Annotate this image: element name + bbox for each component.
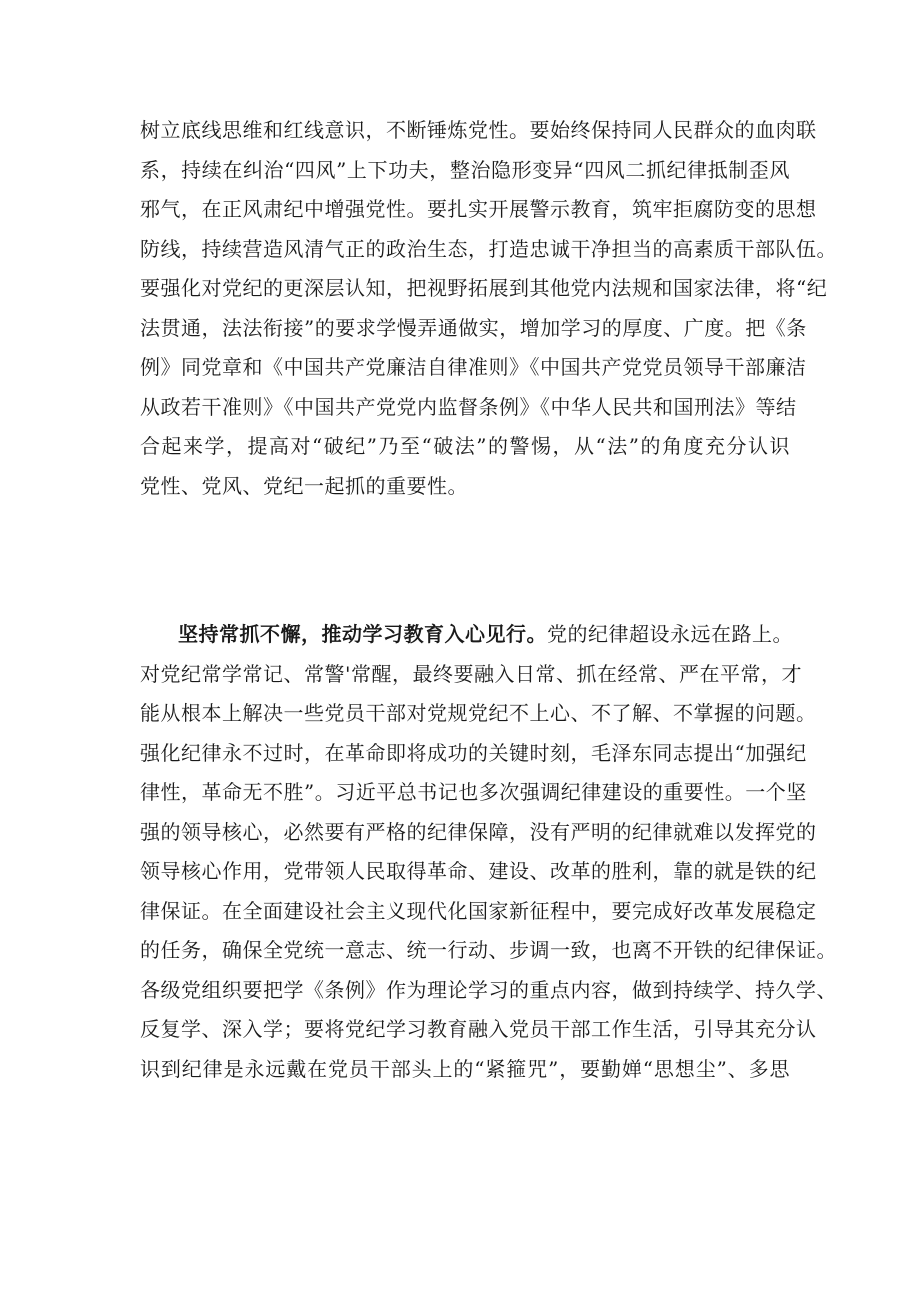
paragraph-2-line-rest: 党的纪律超设永远在路上。 — [547, 622, 793, 646]
paragraph-2-line: 的任务，确保全党统一意志、统一行动、步调一致，也离不开铁的纪律保证。 — [140, 938, 837, 962]
paragraph-2-line: 识到纪律是永远戴在党员干部头上的“紧箍咒”，要勤婵“思想尘”、多思 — [140, 1056, 790, 1081]
paragraph-2-first-line — [140, 615, 793, 655]
paragraph-2-line: 对党纪常学常记、常警'常醒，最终要融入日常、抓在经常、严在平常，才 — [140, 661, 802, 686]
paragraph-2-line: 能从根本上解决一些党员干部对党规党纪不上心、不了解、不掌握的问题。 — [140, 701, 817, 725]
paragraph-1-line: 从政若干准则》《中国共产党党内监督条例》《中华人民共和国刑法》等结 — [140, 394, 797, 419]
paragraph-1-line: 合起来学，提高对“破纪”乃至“破法”的警惕，从“法”的角度充分认识 — [140, 434, 790, 458]
paragraph-1-line: 防线，持续营造风清气正的政治生态，打造忠诚干净担当的高素质干部队伍。 — [140, 236, 837, 261]
section-heading: 坚持常抓不懈，推动学习教育入心见行。 — [178, 622, 547, 646]
paragraph-1-line: 例》同党章和《中国共产党廉洁自律准则》《中国共产党党员领导干部廉洁 — [140, 355, 807, 379]
paragraph-2-line: 各级党组织要把学《条例》作为理论学习的重点内容，做到持续学、持久学、 — [140, 977, 837, 1002]
paragraph-1-line: 树立底线思维和红线意识，不断锤炼党性。要始终保持同人民群众的血肉联 — [140, 118, 817, 142]
paragraph-2-line: 强的领导核心，必然要有严格的纪律保障，没有严明的纪律就难以发挥党的 — [140, 819, 817, 844]
paragraph-1 — [140, 111, 837, 506]
paragraph-2-line: 领导核心作用，党带领人民取得革命、建设、改革的胜利，靠的就是铁的纪 — [140, 859, 817, 883]
paragraph-2-line: 律保证。在全面建设社会主义现代化国家新征程中，要完成好改革发展稳定 — [140, 898, 817, 923]
paragraph-2 — [140, 615, 837, 1089]
paragraph-2-line: 律性，革命无不胜”。习近平总书记也多次强调纪律建设的重要性。一个坚 — [140, 780, 807, 804]
paragraph-2-line: 强化纪律永不过时，在革命即将成功的关键时刻，毛泽东同志提出“加强纪 — [140, 740, 807, 765]
paragraph-1-line: 法贯通，法法衔接”的要求学慢弄通做实，增加学习的厚度、广度。把《条 — [140, 315, 807, 340]
paragraph-1-line: 邪气，在正风肃纪中增强党性。要扎实开展警示教育，筑牢拒腐防变的思想 — [140, 197, 817, 221]
paragraph-1-line: 系，持续在纠治“四风”上下功夫，整治隐形变异“四风二抓纪律抵制歪风 — [140, 157, 790, 182]
paragraph-1-line: 要强化对党纪的更深层认知，把视野拓展到其他党内法规和国家法律，将“纪 — [140, 276, 828, 300]
paragraph-1-line: 党性、党风、党纪一起抓的重要性。 — [140, 473, 468, 498]
paragraph-2-line: 反复学、深入学；要将党纪学习教育融入党员干部工作生活，引导其充分认 — [140, 1017, 817, 1041]
